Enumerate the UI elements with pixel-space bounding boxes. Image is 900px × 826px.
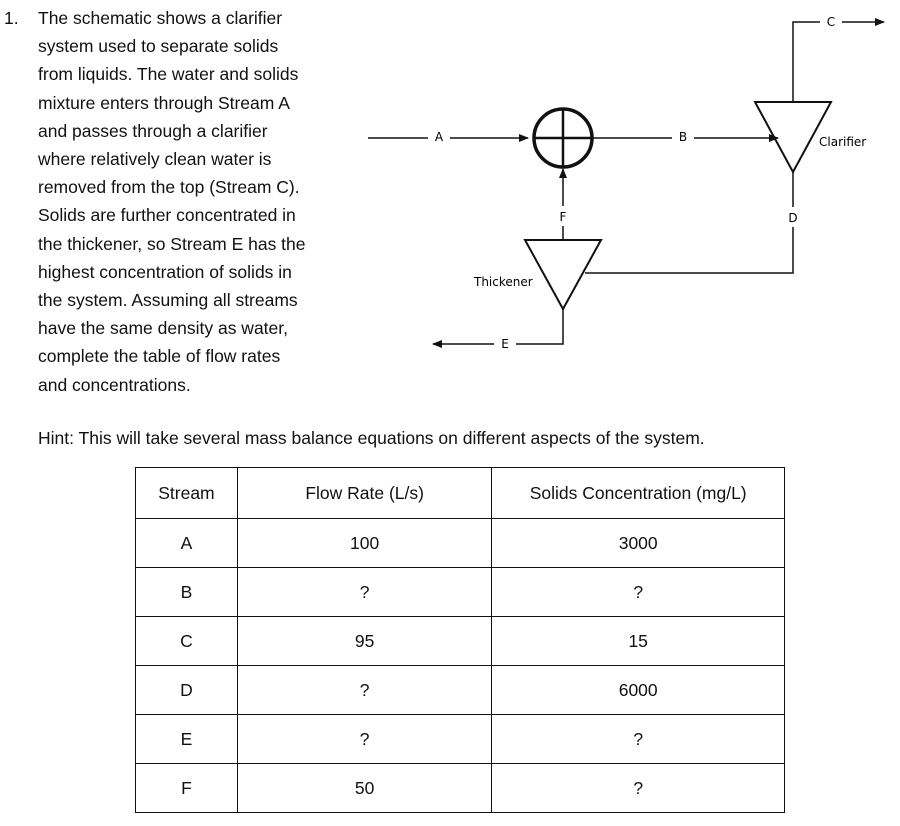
cell-concentration: 6000 [492,666,785,715]
stream-c-line [793,22,884,102]
cell-flow-rate: ? [237,666,492,715]
question-line: where relatively clean water is [38,149,272,170]
cell-concentration: ? [492,568,785,617]
question-line: removed from the top (Stream C). [38,177,300,198]
stream-e-label: E [501,337,509,351]
cell-stream: D [136,666,238,715]
cell-stream: B [136,568,238,617]
cell-stream: A [136,519,238,568]
stream-b-label: B [678,130,688,144]
question-line: and passes through a clarifier [38,120,268,141]
table-row [136,519,785,568]
question-line: The schematic shows a clarifier [38,8,283,28]
cell-stream: F [136,764,238,813]
header-solids-concentration: Solids Concentration (mg/L) [492,468,785,519]
cell-stream: E [136,715,238,764]
mixer-icon [534,109,592,167]
cell-stream: C [136,617,238,666]
question-line: mixture enters through Stream A [38,92,290,113]
stream-a-label: A [434,130,444,144]
question-line: highest concentration of solids in [38,261,292,282]
question-line: the system. Assuming all streams [38,290,298,311]
table-row [136,764,785,813]
table-row [136,715,785,764]
stream-c-label: C [826,15,836,29]
table-row [136,617,785,666]
cell-flow-rate: 95 [237,617,492,666]
table-row [136,568,785,617]
thickener-icon [525,240,601,309]
header-flow-rate: Flow Rate (L/s) [237,468,492,519]
cell-concentration: ? [492,715,785,764]
clarifier-label: Clarifier [819,135,867,149]
stream-f-label: F [559,210,567,224]
question-line: the thickener, so Stream E has the [38,233,306,254]
hint-text: Hint: This will take several mass balance equations on different aspects of the system. [38,428,705,448]
cell-concentration: ? [492,764,785,813]
stream-d-line [585,172,793,273]
question-line: system used to separate solids [38,36,279,57]
question-line: have the same density as water, [38,318,288,339]
stream-d-label: D [788,211,798,225]
header-stream: Stream [136,468,238,519]
question-line: complete the table of flow rates [38,346,281,367]
cell-flow-rate: ? [237,715,492,764]
cell-concentration: 15 [492,617,785,666]
question-line: Solids are further concentrated in [38,205,296,226]
flow-rate-table [135,467,785,813]
cell-concentration: 3000 [492,519,785,568]
table-row [136,666,785,715]
table-header-row [136,468,785,519]
question-line: from liquids. The water and solids [38,64,299,85]
question-line: and concentrations. [38,374,191,395]
cell-flow-rate: 50 [237,764,492,813]
question-number: 1. [4,8,19,28]
cell-flow-rate: 100 [237,519,492,568]
cell-flow-rate: ? [237,568,492,617]
thickener-label: Thickener [474,275,533,289]
